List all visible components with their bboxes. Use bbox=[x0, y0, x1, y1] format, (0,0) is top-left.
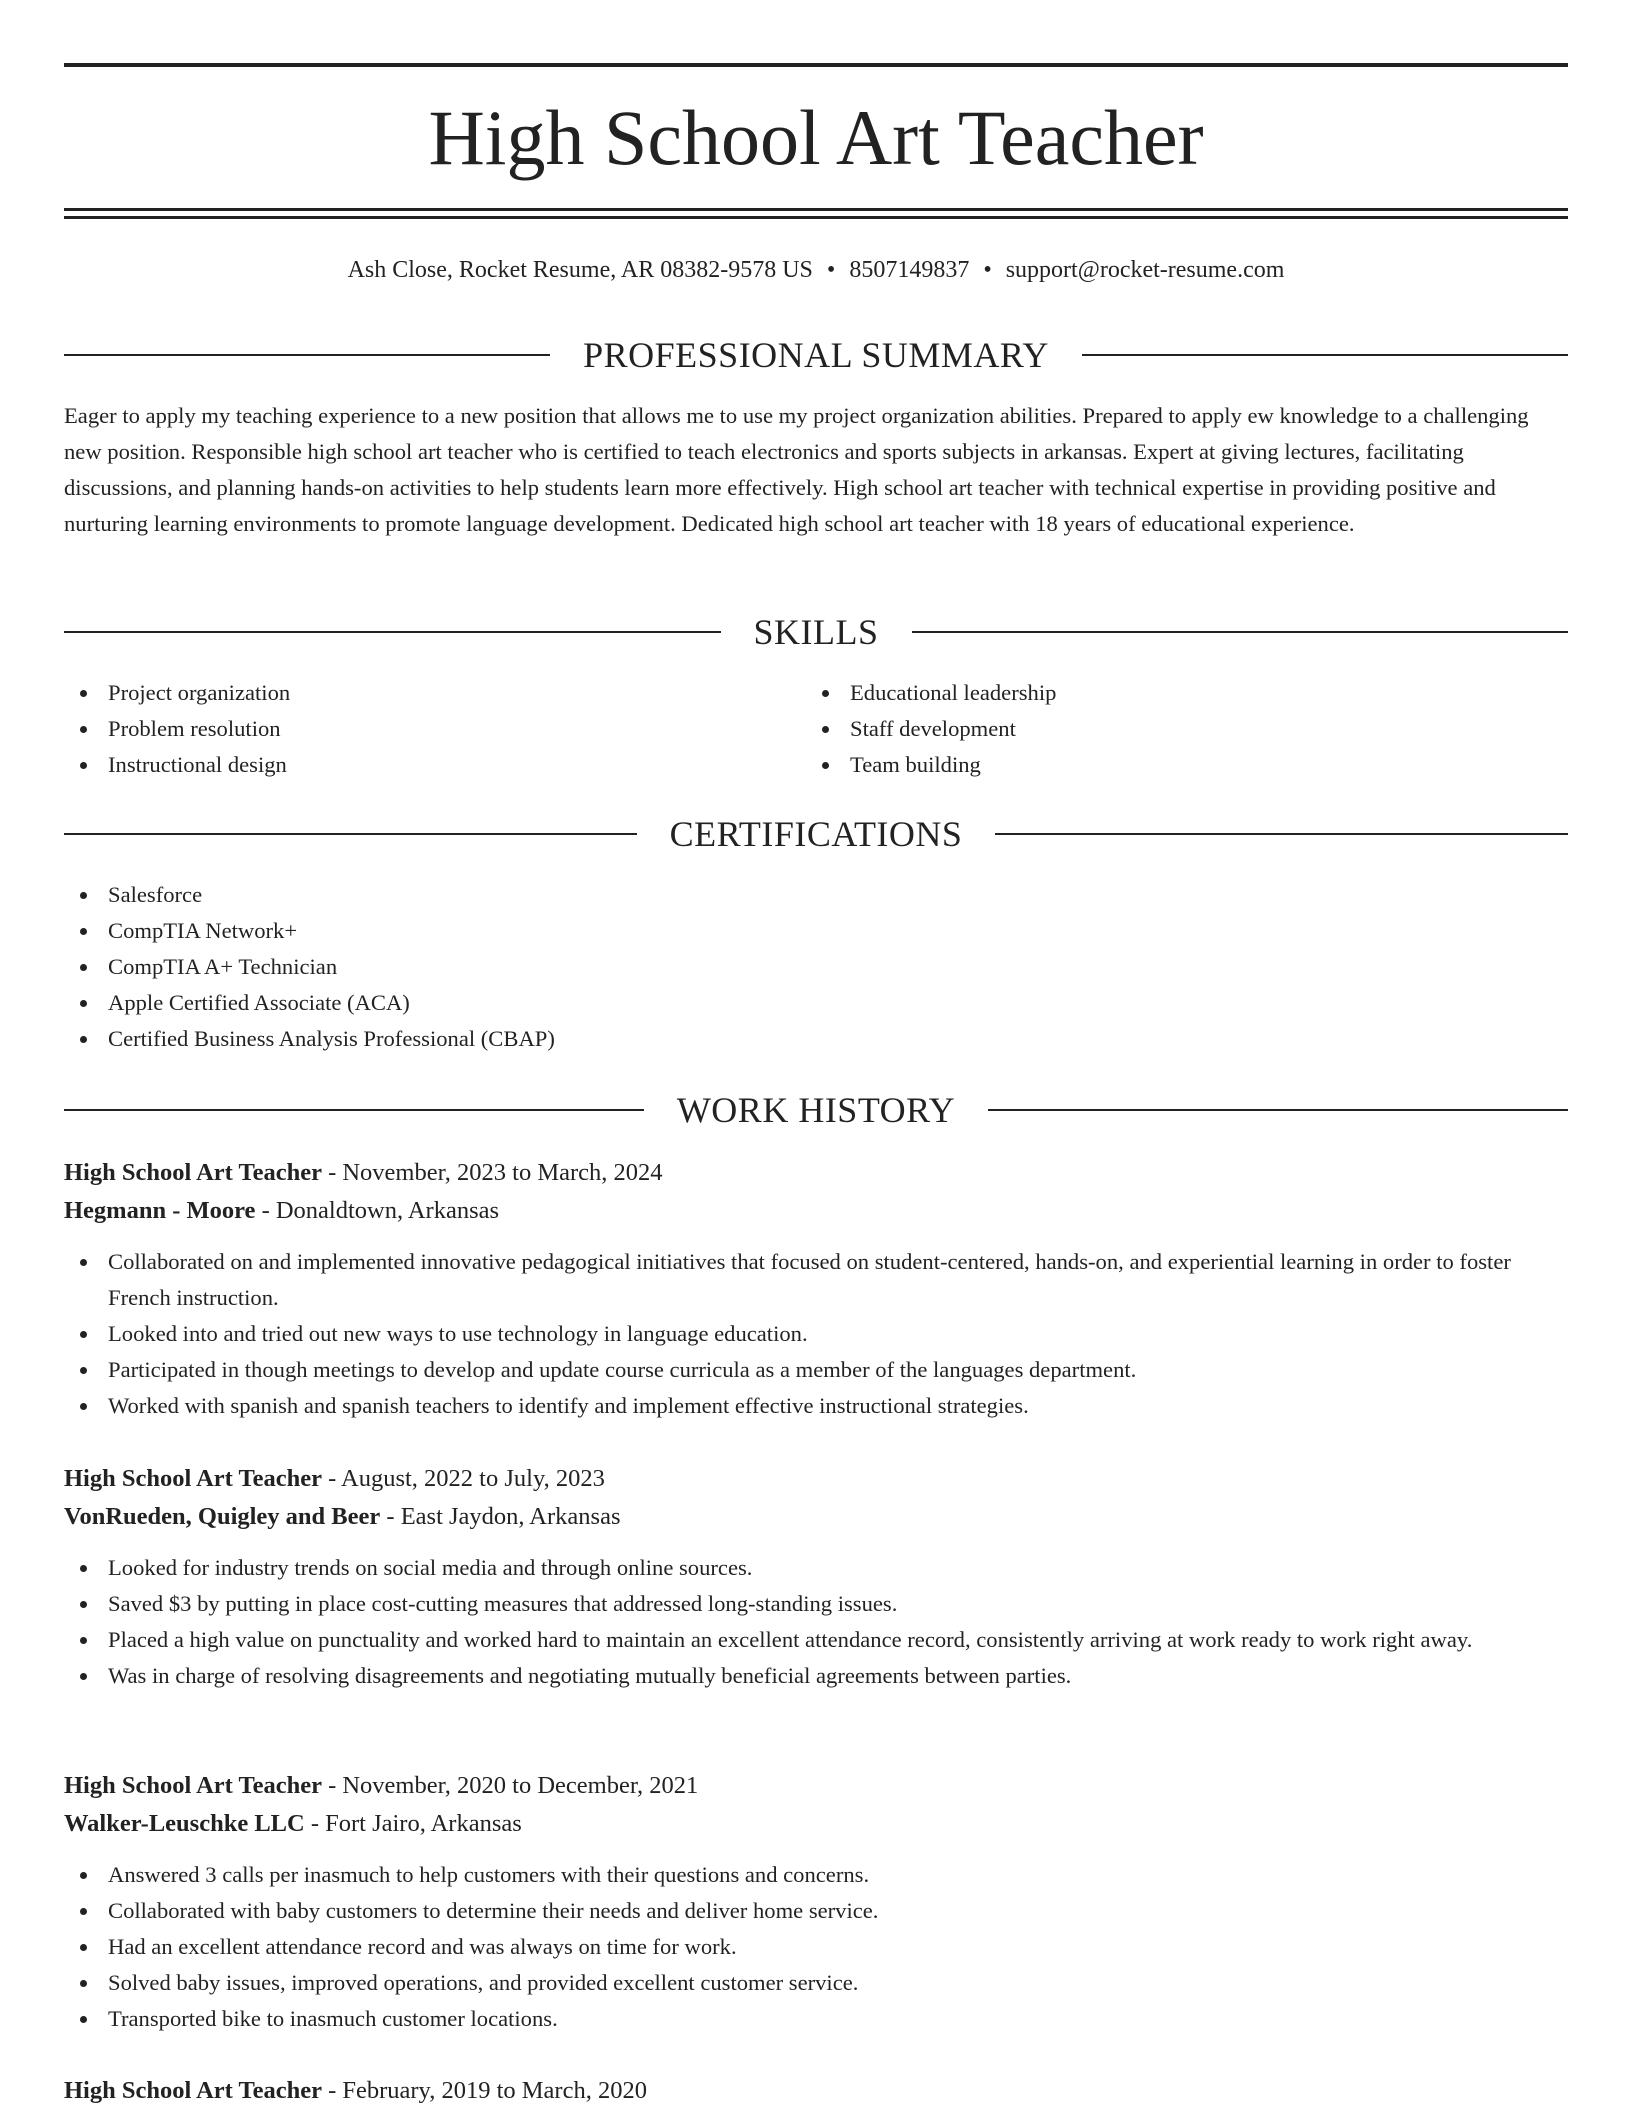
heading-rule-right bbox=[912, 631, 1569, 633]
job-title: High School Art Teacher bbox=[64, 1159, 322, 1186]
job-title-line bbox=[64, 1154, 1568, 1192]
job-dates: - November, 2020 to December, 2021 bbox=[321, 1772, 699, 1799]
job-dates: - February, 2019 to March, 2020 bbox=[321, 2077, 647, 2104]
heading-rule-right bbox=[995, 833, 1568, 835]
certification-item: Salesforce bbox=[64, 877, 1568, 913]
heading-rule-left bbox=[64, 833, 637, 835]
contact-separator: • bbox=[826, 257, 836, 283]
job-bullet: Solved baby issues, improved operations, and provided excellent customer service. bbox=[64, 1965, 1568, 2001]
job-bullets bbox=[64, 1857, 1568, 2037]
skill-item: Educational leadership bbox=[806, 675, 1566, 711]
heading-rule-left bbox=[64, 631, 721, 633]
skills-heading-text: SKILLS bbox=[753, 612, 879, 652]
certification-item: CompTIA A+ Technician bbox=[64, 949, 1568, 985]
skills-list-right bbox=[806, 675, 1566, 783]
job-bullet: Had an excellent attendance record and was always on time for work. bbox=[64, 1929, 1568, 1965]
job-bullets bbox=[64, 1550, 1568, 1694]
heading-rule-left bbox=[64, 354, 550, 356]
contact-email: support@rocket-resume.com bbox=[1005, 257, 1285, 283]
header-double-rule-lower bbox=[64, 216, 1568, 219]
job-company: Walker-Leuschke LLC bbox=[64, 1810, 305, 1837]
certification-item: Certified Business Analysis Professional (CBAP) bbox=[64, 1021, 1568, 1057]
certifications-section-heading bbox=[64, 812, 1568, 856]
skills-list-left bbox=[64, 675, 804, 783]
job-location: - Donaldtown, Arkansas bbox=[255, 1197, 500, 1224]
heading-rule-right bbox=[988, 1109, 1568, 1111]
certifications-list bbox=[64, 877, 1568, 1057]
job-bullet: Looked into and tried out new ways to use technology in language education. bbox=[64, 1316, 1568, 1352]
certification-item: CompTIA Network+ bbox=[64, 913, 1568, 949]
job-title: High School Art Teacher bbox=[64, 1772, 322, 1799]
job-entry bbox=[64, 1460, 1568, 1694]
job-title-line bbox=[64, 1767, 1568, 1805]
job-title: High School Art Teacher bbox=[64, 1465, 322, 1492]
job-bullet: Answered 3 calls per inasmuch to help customers with their questions and concerns. bbox=[64, 1857, 1568, 1893]
job-company-line bbox=[64, 1192, 1568, 1230]
job-title-line bbox=[64, 1460, 1568, 1498]
skill-item: Instructional design bbox=[64, 747, 804, 783]
job-bullets bbox=[64, 1244, 1568, 1424]
summary-paragraph: Eager to apply my teaching experience to a new position that allows me to use my project organization abilities. Prepared to apply ew knowledge to a challenging new position. Responsible high school art teacher who is certified to teach electronics and sports subjects in arkansas. Expert at giving lectures, facilitating discussions, and planning hands-on activities to help students learn more effectively. High school art teacher with technical expertise in providing positive and nurturing learning environments to promote language development. Dedicated high school art teacher with 18 years of educational experience. bbox=[64, 403, 1529, 536]
heading-rule-right bbox=[1082, 354, 1568, 356]
job-company-line bbox=[64, 1805, 1568, 1843]
work-history-section-heading bbox=[64, 1088, 1568, 1132]
contact-separator: • bbox=[983, 257, 992, 283]
heading-rule-left bbox=[64, 1109, 644, 1111]
contact-address: Ash Close, Rocket Resume, AR 08382-9578 US bbox=[347, 257, 813, 283]
job-title-line bbox=[64, 2072, 1568, 2110]
work-history-heading-text: WORK HISTORY bbox=[676, 1090, 956, 1130]
job-entry bbox=[64, 2072, 1568, 2110]
certification-item: Apple Certified Associate (ACA) bbox=[64, 985, 1568, 1021]
job-title: High School Art Teacher bbox=[64, 2077, 322, 2104]
skill-item: Problem resolution bbox=[64, 711, 804, 747]
job-bullet: Saved $3 by putting in place cost-cutting measures that addressed long-standing issues. bbox=[64, 1586, 1568, 1622]
summary-section-heading bbox=[64, 333, 1568, 377]
job-bullet: Participated in though meetings to develop and update course curricula as a member of the languages department. bbox=[64, 1352, 1568, 1388]
job-company: VonRueden, Quigley and Beer bbox=[64, 1503, 381, 1530]
job-bullet: Placed a high value on punctuality and worked hard to maintain an excellent attendance record, consistently arriving at work ready to work right away. bbox=[64, 1622, 1568, 1658]
resume-title: High School Art Teacher bbox=[428, 94, 1204, 181]
skill-item: Staff development bbox=[806, 711, 1566, 747]
job-bullet: Was in charge of resolving disagreements and negotiating mutually beneficial agreements between parties. bbox=[64, 1658, 1568, 1694]
skill-item: Project organization bbox=[64, 675, 804, 711]
job-bullet: Looked for industry trends on social media and through online sources. bbox=[64, 1550, 1568, 1586]
job-bullet: Transported bike to inasmuch customer locations. bbox=[64, 2001, 1568, 2037]
header-top-rule bbox=[64, 63, 1568, 67]
certifications-heading-text: CERTIFICATIONS bbox=[669, 814, 963, 854]
job-dates: - August, 2022 to July, 2023 bbox=[321, 1465, 605, 1492]
job-dates: - November, 2023 to March, 2024 bbox=[321, 1159, 663, 1186]
contact-line bbox=[64, 253, 1568, 287]
job-bullet: Collaborated on and implemented innovative pedagogical initiatives that focused on student-centered, hands-on, and experiential learning in order to foster French instruction. bbox=[64, 1244, 1568, 1316]
job-entry bbox=[64, 1767, 1568, 2037]
job-company: Hegmann - Moore bbox=[64, 1197, 256, 1224]
summary-heading-text: PROFESSIONAL SUMMARY bbox=[583, 335, 1049, 375]
skills-section-heading bbox=[64, 610, 1568, 654]
job-location: - Fort Jairo, Arkansas bbox=[304, 1810, 522, 1837]
job-location: - East Jaydon, Arkansas bbox=[380, 1503, 621, 1530]
header-double-rule-upper bbox=[64, 208, 1568, 211]
job-bullet: Collaborated with baby customers to determine their needs and deliver home service. bbox=[64, 1893, 1568, 1929]
job-company-line bbox=[64, 1498, 1568, 1536]
job-bullet: Worked with spanish and spanish teachers to identify and implement effective instructional strategies. bbox=[64, 1388, 1568, 1424]
job-entry bbox=[64, 1154, 1568, 1424]
contact-phone: 8507149837 bbox=[849, 257, 970, 283]
skill-item: Team building bbox=[806, 747, 1566, 783]
